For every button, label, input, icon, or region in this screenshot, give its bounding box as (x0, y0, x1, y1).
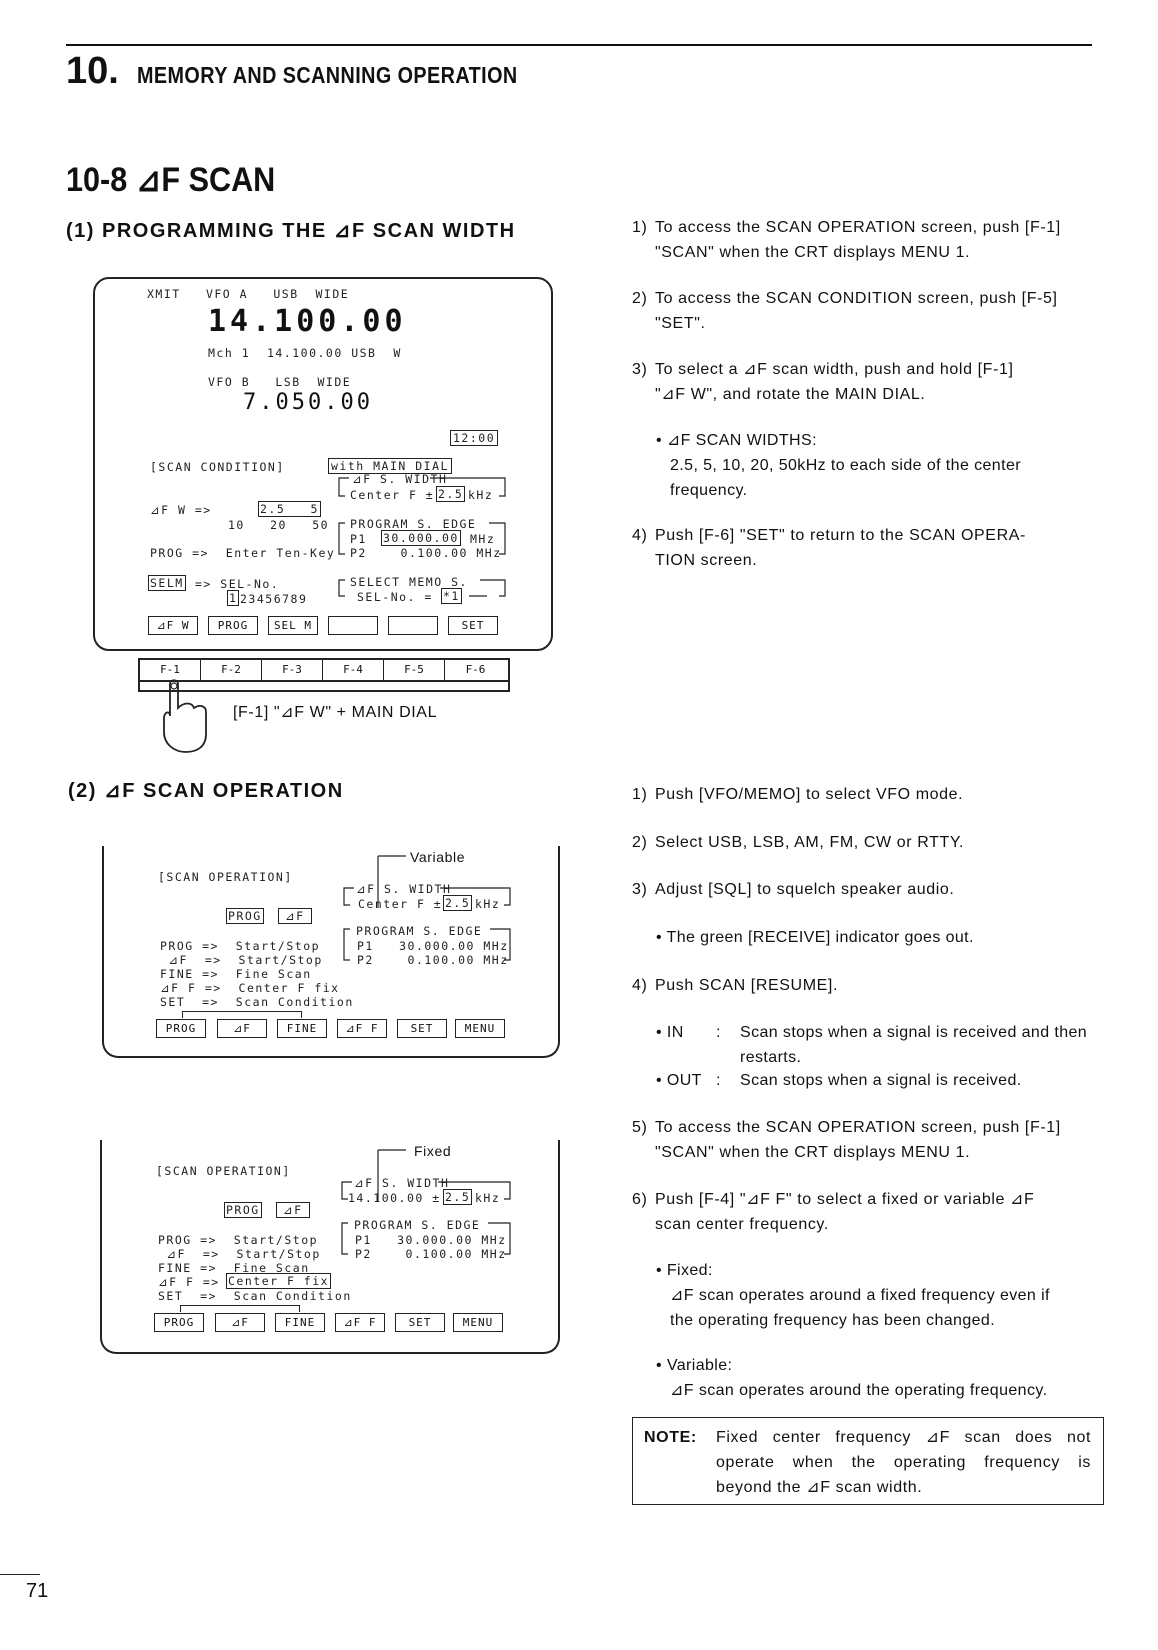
crt1-vfob-frequency: 7.050.00 (243, 390, 373, 415)
crt3-width-value: 2.5 (445, 1190, 471, 1204)
part1-step-2: 2) To access the SCAN CONDITION screen, push [F-5] "SET". (632, 290, 1058, 332)
crt2-menu-set: SET => Scan Condition (160, 995, 354, 1009)
crt1-program-edge: PROGRAM S. EDGE (350, 517, 477, 531)
crt1-center-f: Center F ± (350, 488, 435, 502)
crt1-khz: kHz (468, 488, 494, 502)
crt1-with-main-dial: with MAIN DIAL (328, 458, 452, 474)
crt2-softkey-df[interactable]: ⊿F (217, 1019, 267, 1038)
crt1-selm-key: SELM (150, 576, 184, 590)
in-colon: : (716, 1024, 721, 1041)
crt3-program-edge: PROGRAM S. EDGE (354, 1218, 481, 1232)
variable-bullet: • Variable: ⊿F scan operates around the operating frequency. (656, 1357, 1048, 1399)
fkey-f6[interactable]: F-6 (465, 663, 486, 676)
crt3-p1: P1 30.000.00 MHz (355, 1233, 507, 1247)
crt1-softkey-dfw[interactable]: ⊿F W (148, 616, 198, 635)
crt3-center-fix: Center F fix (228, 1274, 330, 1288)
crt3-p2: P2 0.100.00 MHz (355, 1247, 507, 1261)
crt1-select-memo: SELECT MEMO S. (350, 575, 468, 589)
crt1-df-swidth: ⊿F S. WIDTH (352, 472, 448, 486)
crt2-khz: kHz (475, 897, 501, 911)
crt3-softkey-prog[interactable]: PROG (154, 1313, 204, 1332)
crt3-key-df: ⊿F (276, 1202, 310, 1218)
crt2-df-swidth: ⊿F S. WIDTH (356, 882, 452, 896)
fkey-f1[interactable]: F-1 (140, 660, 201, 680)
crt1-softkey-blank-5[interactable] (388, 616, 438, 635)
crt3-menu-prog: PROG => Start/Stop (158, 1233, 319, 1247)
crt1-softkey-blank-4[interactable] (328, 616, 378, 635)
part2-step-4: 4) Push SCAN [RESUME]. (632, 977, 839, 994)
crt2-center: Center F ± (358, 897, 443, 911)
crt2-softkey-set[interactable]: SET (397, 1019, 447, 1038)
out-description: Scan stops when a signal is received. (740, 1072, 1022, 1089)
crt1-vfob-line: VFO B LSB WIDE (208, 375, 352, 389)
part2-step-6: 6) Push [F-4] "⊿F F" to select a fixed or variable ⊿F scan center frequency. (632, 1191, 1035, 1233)
crt2-title: [SCAN OPERATION] (158, 870, 293, 884)
crt2-menu-prog: PROG => Start/Stop (160, 939, 321, 953)
crt3-khz: kHz (475, 1191, 501, 1205)
crt3-softkey-df[interactable]: ⊿F (215, 1313, 265, 1332)
receive-indicator-note: • The green [RECEIVE] indicator goes out. (656, 929, 974, 946)
crt3-softkey-dff[interactable]: ⊿F F (335, 1313, 385, 1332)
crt2-program-edge: PROGRAM S. EDGE (356, 924, 483, 938)
part1-title: (1) PROGRAMMING THE ⊿F SCAN WIDTH (66, 220, 516, 242)
in-label: • IN (656, 1024, 684, 1041)
crt2-width-value: 2.5 (445, 896, 471, 910)
chapter-title: MEMORY AND SCANNING OPERATION (137, 62, 518, 88)
crt3-softkey-set[interactable]: SET (395, 1313, 445, 1332)
fkey-f3[interactable]: F-3 (262, 660, 323, 680)
fkey-f4[interactable]: F-4 (323, 660, 384, 680)
crt1-softkey-selm[interactable]: SEL M (268, 616, 318, 635)
crt3-key-bracket (180, 1305, 300, 1312)
crt2-menu-fine: FINE => Fine Scan (160, 967, 312, 981)
crt3-menu-dff: ⊿F F => (158, 1275, 237, 1289)
part1-step-4: 4) Push [F-6] "SET" to return to the SCAN OPERA- TION screen. (632, 527, 1026, 569)
crt1-clock: 12:00 (450, 430, 498, 446)
crt3-callout: Fixed (414, 1143, 452, 1159)
crt2-callout: Variable (410, 849, 466, 865)
crt1-width-options-row1: 2.5 5 (260, 502, 319, 516)
part2-step-1: 1) Push [VFO/MEMO] to select VFO mode. (632, 786, 964, 803)
chapter-number: 10. (66, 50, 119, 92)
crt1-sel-digits: 23456789 (240, 592, 308, 606)
out-label: • OUT (656, 1072, 702, 1089)
in-description: Scan stops when a signal is received and then restarts. (740, 1024, 1088, 1066)
section-title: 10-8 ⊿F SCAN (66, 161, 276, 199)
part2-step-5: 5) To access the SCAN OPERATION screen, push [F-1] "SCAN" when the CRT displays MENU 1. (632, 1119, 1061, 1161)
crt1-memory-channel: Mch 1 14.100.00 USB W (208, 346, 402, 360)
crt2-p1: P1 30.000.00 MHz (357, 939, 509, 953)
crt1-p1-mhz: MHz (470, 532, 496, 546)
crt1-prog-label: PROG => Enter Ten-Key (150, 546, 336, 560)
crt1-width-options-row2: 10 20 50 (228, 518, 330, 532)
scan-widths-bullet: • ⊿F SCAN WIDTHS: 2.5, 5, 10, 20, 50kHz to each side of the center frequency. (656, 432, 1021, 499)
header-rule (66, 44, 1092, 46)
out-colon: : (716, 1072, 721, 1089)
crt3-menu-df: ⊿F => Start/Stop (158, 1247, 321, 1261)
crt1-sel-first: 1 (229, 591, 238, 605)
part2-step-3: 3) Adjust [SQL] to squelch speaker audio. (632, 881, 955, 898)
page-number: 71 (26, 1580, 49, 1602)
crt2-key-df: ⊿F (278, 908, 312, 924)
fkey-f2[interactable]: F-2 (201, 660, 262, 680)
crt3-softkey-fine[interactable]: FINE (275, 1313, 325, 1332)
fkey-caption: [F-1] "⊿F W" + MAIN DIAL (233, 704, 438, 721)
crt3-center: 14.100.00 ± (348, 1191, 441, 1205)
crt1-softkey-set[interactable]: SET (448, 616, 498, 635)
crt2-key-prog: PROG (228, 909, 262, 923)
crt1-status-line: XMIT VFO A USB WIDE (147, 287, 350, 301)
crt2-softkey-menu[interactable]: MENU (455, 1019, 505, 1038)
note-text: Fixed center frequency ⊿F scan does not operate when the operating frequency is beyond the ⊿F scan width. (716, 1429, 1091, 1496)
crt3-softkey-menu[interactable]: MENU (453, 1313, 503, 1332)
crt1-width-value: 2.5 (438, 487, 464, 501)
crt1-p2: P2 0.100.00 MHz (350, 546, 502, 560)
crt1-condition-label: [SCAN CONDITION] (150, 460, 285, 474)
fkey-f5[interactable]: F-5 (384, 660, 445, 680)
fixed-bullet: • Fixed: ⊿F scan operates around a fixed frequency even if the operating frequency has been changed. (656, 1262, 1050, 1329)
crt2-softkey-dff[interactable]: ⊿F F (337, 1019, 387, 1038)
pointing-hand-icon (158, 678, 214, 754)
crt1-sel-no-value: *1 (443, 589, 460, 603)
crt2-softkey-prog[interactable]: PROG (156, 1019, 206, 1038)
note-label: NOTE: (644, 1429, 697, 1446)
part2-step-2: 2) Select USB, LSB, AM, FM, CW or RTTY. (632, 834, 965, 851)
part1-step-3: 3) To select a ⊿F scan width, push and hold [F-1] "⊿F W", and rotate the MAIN DIAL. (632, 361, 1014, 403)
crt2-menu-df: ⊿F => Start/Stop (160, 953, 323, 967)
crt2-key-bracket (182, 1011, 302, 1018)
crt3-key-prog: PROG (226, 1203, 260, 1217)
part2-title: (2) ⊿F SCAN OPERATION (68, 780, 344, 802)
crt1-main-frequency: 14.100.00 (208, 304, 407, 339)
crt1-selm-label: => SEL-No. (195, 577, 280, 591)
part1-step-1: 1) To access the SCAN OPERATION screen, push [F-1] "SCAN" when the CRT displays MENU 1. (632, 219, 1061, 261)
crt1-p1: P1 (350, 532, 367, 546)
crt2-softkey-fine[interactable]: FINE (277, 1019, 327, 1038)
crt1-softkey-prog[interactable]: PROG (208, 616, 258, 635)
crt2-menu-dff: ⊿F F => Center F fix (160, 981, 340, 995)
crt3-menu-set: SET => Scan Condition (158, 1289, 352, 1303)
crt1-sel-no: SEL-No. = (357, 590, 433, 604)
crt3-title: [SCAN OPERATION] (156, 1164, 291, 1178)
crt1-dfw-label: ⊿F W => (150, 503, 212, 517)
crt3-menu-fine: FINE => Fine Scan (158, 1261, 310, 1275)
crt1-p1-value: 30.000.00 (383, 531, 459, 545)
crt2-p2: P2 0.100.00 MHz (357, 953, 509, 967)
crt3-df-swidth: ⊿F S. WIDTH (354, 1176, 450, 1190)
footer-rule (0, 1574, 40, 1575)
